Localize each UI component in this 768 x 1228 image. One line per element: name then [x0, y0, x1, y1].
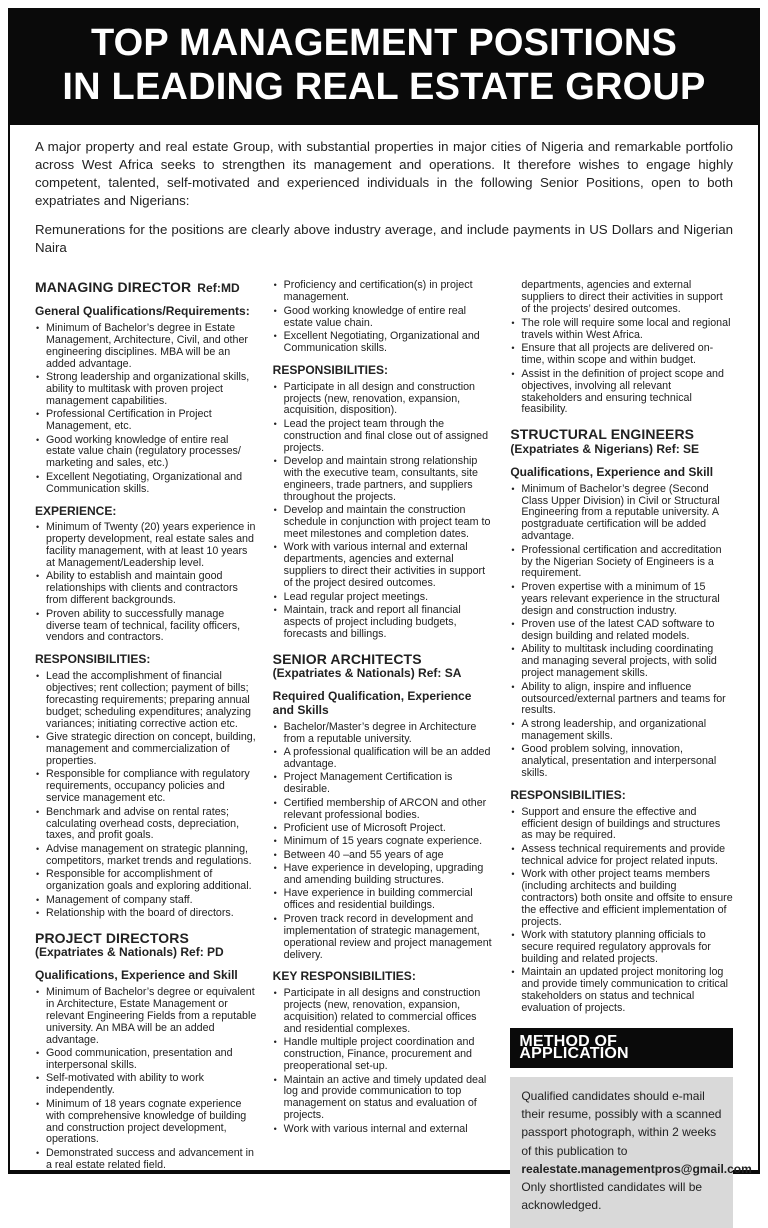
application-text-after: Only shortlisted candidates will be acknowledged. [521, 1180, 703, 1213]
bullet-item: • Good communication, presentation and interpersonal skills. [35, 1048, 258, 1072]
bullet-item: • Minimum of Twenty (20) years experience in property development, real estate sales and facility management, with at least 10 years at Management/Leadership level. [35, 522, 258, 570]
bullet-item: • Self-motivated with ability to work independently. [35, 1073, 258, 1097]
section-heading: Required Qualification, Experience and Skills [272, 689, 472, 717]
application-instructions-box [510, 1077, 752, 1228]
bullet-item: • Have experience in developing, upgrading and amending building structures. [273, 863, 496, 887]
page-title-line1: TOP MANAGEMENT POSITIONS [90, 22, 678, 64]
bullet-item: • Work with various internal and external [273, 1124, 496, 1136]
advert-frame [8, 8, 760, 1213]
bullet-item: • Responsible for accomplishment of organization goals and exploring additional. [35, 869, 258, 893]
intro-paragraph-1: A major property and real estate Group, with substantial properties in major cities of Nigeria and remarkable portfolio across West Africa seeks to strengthen its management and operations. It therefore wishes to engage highly competent, talented, self-motivated and experienced individuals in the following Senior Positions, open to both expatriates and Nigerians: [35, 138, 733, 209]
job-title-block [35, 931, 258, 960]
bullet-item: • Assess technical requirements and provide technical advice for project related inputs. [510, 844, 733, 868]
bullet-item: • Work with various internal and external departments, agencies and external suppliers to direct their activities in support of the project desired outcomes. [273, 542, 496, 590]
bullet-item: • Participate in all designs and construction projects (new, renovation, expansion, acquisition) related to commercial offices and residential complexes. [273, 988, 496, 1036]
section-heading: General Qualifications/Requirements: [35, 304, 250, 319]
job-ref: Ref:MD [197, 281, 240, 296]
bullet-item: • Between 40 –and 55 years of age [273, 850, 496, 862]
bullet-list [273, 382, 496, 641]
job-title: STRUCTURAL ENGINEERS [510, 426, 695, 443]
bullet-list [35, 522, 258, 644]
bullet-item: • A professional qualification will be an added advantage. [273, 747, 496, 771]
section-heading: KEY RESPONSIBILITIES: [272, 969, 416, 984]
bullet-item: • Relationship with the board of directors. [35, 908, 258, 920]
bullet-item: • Give strategic direction on concept, building, management and commercialization of properties. [35, 732, 258, 768]
bullet-item: • Minimum of 18 years cognate experience with comprehensive knowledge of building and construction project development, operations. [35, 1099, 258, 1147]
bullet-list [35, 987, 258, 1172]
bullet-item: • Maintain an updated project monitoring log and provide timely communication to critical stakeholders on status and technical evaluation of projects. [510, 967, 733, 1015]
bullet-item: • Proficiency and certification(s) in project management. [273, 280, 496, 304]
bullet-item: • Minimum of 15 years cognate experience. [273, 836, 496, 848]
bullet-item: • Management of company staff. [35, 895, 258, 907]
bullet-item: • Bachelor/Master’s degree in Architecture from a reputable university. [273, 722, 496, 746]
bullet-item: • Maintain an active and timely updated deal log and provide communication to top management on status and evaluation of projects. [273, 1075, 496, 1123]
application-text-before: Qualified candidates should e-mail their resume, possibly with a scanned passport photograph, within 2 weeks of this publication to [521, 1088, 722, 1158]
bullet-item: • Participate in all design and construction projects (new, renovation, expansion, acquisition, disposition). [273, 382, 496, 418]
bullet-item: • A strong leadership, and organizational management skills. [510, 719, 733, 743]
page-title-line2: IN LEADING REAL ESTATE GROUP [62, 66, 706, 109]
bullet-item: • Advise management on strategic planning, competitors, market trends and regulations. [35, 844, 258, 868]
bullet-item: • Good working knowledge of entire real estate value chain (regulatory processes/ marketing and sales, etc.) [35, 435, 258, 471]
section-heading: Qualifications, Experience and Skill [510, 464, 714, 479]
job-title-block [510, 427, 733, 456]
bullet-item: • Ability to align, inspire and influence outsourced/external partners and teams for results. [510, 682, 733, 718]
columns [10, 270, 758, 1227]
bullet-item: • Lead regular project meetings. [273, 592, 496, 604]
bullet-item: • Good working knowledge of entire real estate value chain. [273, 306, 496, 330]
method-of-application-banner: METHOD OF APPLICATION [510, 1028, 733, 1068]
bullet-item: • Support and ensure the effective and efficient design of buildings and structures as may be required. [510, 807, 733, 843]
section-heading: RESPONSIBILITIES: [272, 362, 389, 377]
job-subtitle: (Expatriates & Nationals) Ref: PD [35, 945, 224, 960]
bullet-list [510, 807, 733, 1015]
bullet-item: • Certified membership of ARCON and other relevant professional bodies. [273, 798, 496, 822]
bullet-item: • Professional Certification in Project Management, etc. [35, 409, 258, 433]
bullet-item: • Proficient use of Microsoft Project. [273, 823, 496, 835]
bullet-item: • Develop and maintain the construction schedule in conjunction with project team to meet milestones and completion dates. [273, 505, 496, 541]
bullet-item: • Ability to establish and maintain good relationships with clients and contractors from different backgrounds. [35, 571, 258, 607]
bullet-list [35, 671, 258, 920]
bullet-list [273, 722, 496, 962]
job-title: PROJECT DIRECTORS [35, 929, 189, 946]
bullet-item: • Lead the accomplishment of financial objectives; rent collection; payment of bills; forecasting requirements; preparing annual budget; scheduling expenditures; analyzing variances; initiating corrective action etc. [35, 671, 258, 731]
bullet-item: • Demonstrated success and advancement in a real estate related field. [35, 1148, 258, 1172]
intro-paragraph-2: Remunerations for the positions are clearly above industry average, and include payments in US Dollars and Nigerian Naira [35, 222, 733, 256]
bullet-item: • Strong leadership and organizational skills, ability to multitask with proven project management capabilities. [35, 372, 258, 408]
bullet-item: • Good problem solving, innovation, analytical, presentation and interpersonal skills. [510, 744, 733, 780]
job-title: MANAGING DIRECTOR Ref:MD [35, 279, 240, 296]
bullet-item: • Have experience in building commercial offices and residential buildings. [273, 888, 496, 912]
column-1 [35, 278, 258, 1227]
job-title: SENIOR ARCHITECTS [272, 650, 422, 667]
bullet-item: • Excellent Negotiating, Organizational and Communication skills. [35, 472, 258, 496]
bullet-item: • Lead the project team through the construction and final close out of assigned projects. [273, 419, 496, 455]
continuation-text: departments, agencies and external suppliers to direct their activities in support of the projects’ desired outcomes. [521, 279, 723, 316]
bullet-item: • Ensure that all projects are delivered on-time, within scope and within budget. [510, 343, 733, 367]
bullet-item: • Professional certification and accreditation by the Nigerian Society of Engineers is a requirement. [510, 545, 733, 581]
section-heading: EXPERIENCE: [35, 503, 117, 518]
bullet-item: • Proven use of the latest CAD software to design building and related models. [510, 619, 733, 643]
bullet-item: • Responsible for compliance with regulatory requirements, occupancy policies and service management etc. [35, 769, 258, 805]
bullet-item: • Minimum of Bachelor’s degree or equivalent in Architecture, Estate Management or relevant Engineering Fields from a reputable university. An MBA will be an added advantage. [35, 987, 258, 1047]
bullet-item: • Assist in the definition of project scope and objectives, involving all relevant stakeholders and ensuring technical feasibility. [510, 369, 733, 417]
application-email: realestate.managementpros@gmail.com [521, 1161, 752, 1176]
bullet-item: • Develop and maintain strong relationship with the executive team, consultants, site engineers, trade partners, and suppliers throughout the projects. [273, 456, 496, 504]
bullet-item: • Maintain, track and report all financial aspects of project including budgets, forecasts and billings. [273, 605, 496, 641]
job-title-block [35, 280, 258, 296]
bullet-item: • Minimum of Bachelor’s degree in Estate Management, Architecture, Civil, and other engineering disciplines. MBA will be an added advantage. [35, 323, 258, 371]
title-banner [10, 10, 758, 125]
bullet-item: • Work with statutory planning officials to secure required regulatory approvals for building and related projects. [510, 930, 733, 966]
bullet-item: • Excellent Negotiating, Organizational and Communication skills. [273, 331, 496, 355]
section-heading: Qualifications, Experience and Skill [35, 968, 238, 983]
job-subtitle: (Expatriates & Nationals) Ref: SA [272, 666, 462, 681]
column-2 [273, 278, 496, 1227]
bullet-item: • Ability to multitask including coordinating and managing several projects, with solid project management skills. [510, 644, 733, 680]
section-heading: RESPONSIBILITIES: [35, 652, 151, 667]
bullet-list [510, 318, 733, 416]
intro-section [10, 125, 758, 270]
bullet-item: • Proven expertise with a minimum of 15 years relevant experience in the structural design and construction industry. [510, 582, 733, 618]
bullet-item: • Handle multiple project coordination and construction, Finance, procurement and preoperational set-up. [273, 1037, 496, 1073]
bullet-item: • The role will require some local and regional travels within West Africa. [510, 318, 733, 342]
bullet-list [510, 484, 733, 780]
bullet-item: • Proven ability to successfully manage diverse team of technical, facility officers, vendors and contractors. [35, 609, 258, 645]
bullet-list [273, 988, 496, 1135]
bullet-item: • Work with other project teams members (including architects and building contractors) both onsite and offsite to ensure the effective and efficient implementation of projects. [510, 869, 733, 929]
bullet-list [35, 323, 258, 496]
job-title-block [273, 652, 496, 681]
bullet-item: • Proven track record in development and implementation of strategic management, operational review and project management delivery. [273, 914, 496, 962]
column-3 [510, 278, 752, 1227]
bullet-item: • Project Management Certification is desirable. [273, 772, 496, 796]
bullet-item: • Benchmark and advise on rental rates; calculating overhead costs, depreciation, taxes, and profit goals. [35, 807, 258, 843]
section-heading: RESPONSIBILITIES: [510, 787, 626, 802]
job-subtitle: (Expatriates & Nigerians) Ref: SE [510, 442, 700, 457]
bullet-list [273, 280, 496, 354]
bullet-item: • Minimum of Bachelor’s degree (Second Class Upper Division) in Civil or Structural Engineering from a reputable university. A postgraduate certification will be added advantage. [510, 484, 733, 544]
